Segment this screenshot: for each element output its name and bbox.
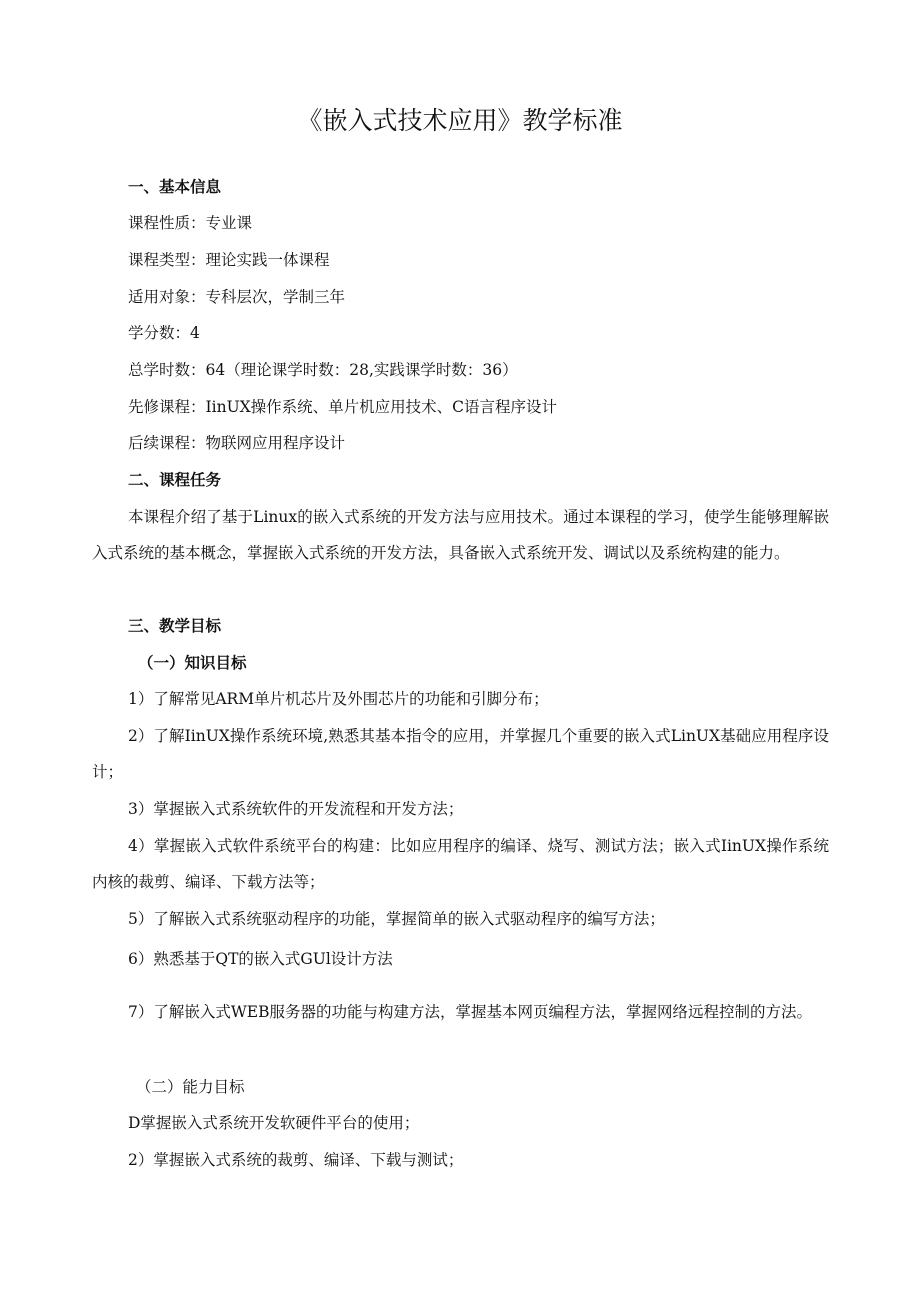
ability-item: 2）掌握嵌入式系统的裁剪、编译、下载与测试；	[128, 1151, 464, 1169]
info-line-prerequisites: 先修课程：IinUX操作系统、单片机应用技术、C语言程序设计	[128, 398, 558, 416]
knowledge-item: 2）了解IinUX操作系统环境,熟悉其基本指令的应用，并掌握几个重要的嵌入式LinUX基础应用程序设计；	[92, 727, 829, 781]
section-heading-course-tasks: 二、课程任务	[128, 470, 222, 489]
knowledge-item: 3）掌握嵌入式系统软件的开发流程和开发方法；	[128, 800, 464, 818]
section-heading-basic-info: 一、基本信息	[128, 177, 222, 196]
ability-item: D掌握嵌入式系统开发软硬件平台的使用；	[128, 1114, 420, 1132]
info-line-follow-up: 后续课程：物联网应用程序设计	[128, 434, 346, 452]
info-line-course-nature: 课程性质：专业课	[128, 214, 253, 232]
knowledge-item: 5）了解嵌入式系统驱动程序的功能，掌握简单的嵌入式驱动程序的编写方法；	[128, 910, 665, 928]
subheading-knowledge-objectives: （一）知识目标	[138, 653, 247, 672]
knowledge-item: 7）了解嵌入式WEB服务器的功能与构建方法，掌握基本网页编程方法，掌握网络远程控制的方法。	[128, 1003, 813, 1021]
info-line-total-hours: 总学时数：64（理论课学时数：28,实践课学时数：36）	[128, 361, 518, 379]
knowledge-item: 6）熟悉基于QT的嵌入式GUl设计方法	[128, 950, 393, 968]
knowledge-item: 4）掌握嵌入式软件系统平台的构建：比如应用程序的编译、烧写、测试方法；嵌入式IinUX操作系统内核的裁剪、编译、下载方法等；	[92, 837, 829, 891]
subheading-ability-objectives: （二）能力目标	[136, 1078, 245, 1096]
course-tasks-paragraph: 本课程介绍了基于Linux的嵌入式系统的开发方法与应用技术。通过本课程的学习，使学生能够理解嵌入式系统的基本概念，掌握嵌入式系统的开发方法，具备嵌入式系统开发、调试以及系统构建的能力。	[92, 508, 829, 562]
document-title: 《嵌入式技术应用》教学标准	[297, 106, 623, 135]
info-line-target-audience: 适用对象：专科层次，学制三年	[128, 288, 346, 306]
section-heading-teaching-objectives: 三、教学目标	[128, 616, 222, 635]
info-line-credits: 学分数：4	[128, 324, 200, 342]
knowledge-item: 1）了解常见ARM单片机芯片及外围芯片的功能和引脚分布；	[128, 690, 549, 708]
info-line-course-type: 课程类型：理论实践一体课程	[128, 251, 330, 269]
